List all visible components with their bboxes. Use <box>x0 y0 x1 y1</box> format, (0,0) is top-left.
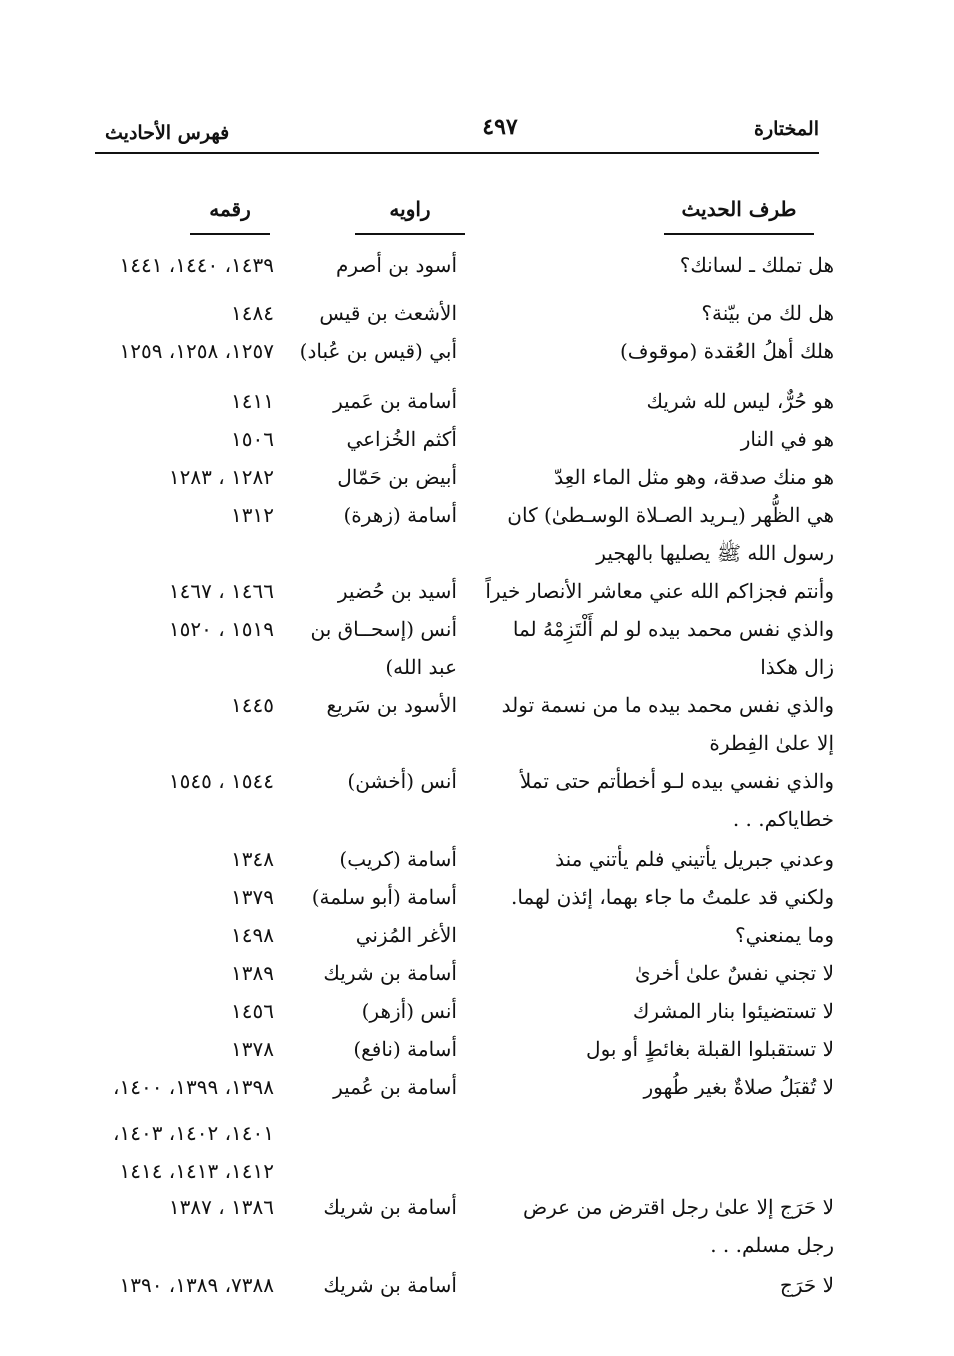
hadith-text: هو في النار <box>740 427 834 451</box>
hadith-text: رسول الله ﷺ يصليها بالهجير <box>596 541 834 565</box>
narrator: أسامة (زهرة) <box>343 503 457 527</box>
hadith-text: هل تملك ـ لسانك؟ <box>679 253 834 277</box>
hadith-number: ١٢٨٢ ، ١٢٨٣ <box>168 465 274 489</box>
hadith-number: ١٤٨٤ <box>231 301 274 325</box>
hadith-text: لا حَرَج <box>779 1273 834 1297</box>
hadith-text: وما يمنعني؟ <box>735 923 834 947</box>
hadith-text: هو منك صدقة، وهو مثل الماء العِدّ <box>554 465 834 489</box>
book-title: المختارة <box>754 118 819 140</box>
narrator: الأشعث بن قيس <box>319 301 457 325</box>
narrator: أكثم الخُزاعي <box>346 427 457 451</box>
column-head-number: رقمه <box>190 197 270 221</box>
hadith-number: ١٤٤٥ <box>231 693 274 717</box>
narrator: أسامة (أبو سلمة) <box>311 885 457 909</box>
narrator: أنس (أزهر) <box>361 999 457 1023</box>
hadith-number: ١٤١٢، ١٤١٣، ١٤١٤ <box>119 1159 274 1183</box>
narrator: أسامة بن عُمير <box>333 1075 457 1099</box>
hadith-number: ١٤٠١، ١٤٠٢، ١٤٠٣، <box>113 1121 274 1145</box>
hadith-number: ١٤٣٩، ١٤٤٠، ١٤٤١ <box>119 253 274 277</box>
narrator: الأغر المُزني <box>355 923 457 947</box>
hadith-number: ١٣٨٦ ، ١٣٨٧ <box>168 1195 274 1219</box>
hadith-number: ١٤١١ <box>231 389 274 413</box>
hadith-text: والذي نفس محمد بيده لو لم أَلْتَزِمْهُ لما <box>512 617 834 641</box>
page-number: ٤٩٧ <box>482 114 518 140</box>
narrator: عبد الله) <box>385 655 457 679</box>
narrator: أسامة بن شريك <box>323 1273 457 1297</box>
narrator: أسيد بن حُضير <box>337 579 457 603</box>
hadith-number: ١٣٤٨ <box>231 847 274 871</box>
hadith-text: لا تجني نفسٌ علىٰ أخرىٰ <box>634 961 834 985</box>
section-title: فهرس الأحاديث <box>105 122 230 144</box>
hadith-number: ١٢٥٧، ١٢٥٨، ١٢٥٩ <box>119 339 274 363</box>
hadith-text: هو حُرٌّ، ليس لله شريك <box>646 389 834 413</box>
hadith-text: زال هكذا <box>760 655 834 679</box>
hadith-text: هل لك من بيّنة؟ <box>701 301 834 325</box>
narrator: أنس (إسحــاق بن <box>310 617 457 641</box>
hadith-text: والذي نفسي بيده لـو أخطأتم حتى تملأ <box>519 769 834 793</box>
hadith-text: ولكني قد علمتُ ما جاء بهما، إئذن لهما. <box>510 885 834 909</box>
narrator: أسامة بن عَمير <box>333 389 457 413</box>
hadith-number: ١٥٤٤ ، ١٥٤٥ <box>168 769 274 793</box>
hadith-text: رجل مسلم. . . <box>710 1233 834 1257</box>
hadith-text: هلك أهلُ العُقدة (موقوف) <box>619 339 834 363</box>
hadith-number: ١٣٧٨ <box>231 1037 274 1061</box>
hadith-number: ١٥٠٦ <box>231 427 274 451</box>
hadith-text: إلا علىٰ الفِطرة <box>709 731 834 755</box>
column-head-text: طرف الحديث <box>664 197 814 221</box>
hadith-text: وعدني جبريل يأتيني فلم يأتني منذ <box>555 847 834 871</box>
narrator: أسامة (كريب) <box>339 847 457 871</box>
narrator: أسود بن أصرم <box>335 253 457 277</box>
hadith-number: ١٤٥٦ <box>231 999 274 1023</box>
narrator: أبيض بن حَمّال <box>337 465 457 489</box>
hadith-text: لا تستقبلوا القبلة بغائطٍ أو بول <box>586 1037 834 1061</box>
hadith-text: لا حَرَج إلا علىٰ رجل اقترض من عرض <box>522 1195 834 1219</box>
narrator: أنس (أخشن) <box>347 769 457 793</box>
hadith-text: هي الظُّهر (يـريد الصـلاة الوسـطىٰ) كان <box>507 503 834 527</box>
hadith-number: ١٣٨٩ <box>231 961 274 985</box>
hadith-text: خطاياكم. . . <box>732 807 834 831</box>
hadith-number: ٧٣٨٨، ١٣٨٩، ١٣٩٠ <box>119 1273 274 1297</box>
hadith-text: والذي نفس محمد بيده ما من نسمة تولد <box>501 693 834 717</box>
hadith-number: ١٤٩٨ <box>231 923 274 947</box>
hadith-text: لا تستضيئوا بنار المشرك <box>632 999 834 1023</box>
narrator: أسامة بن شريك <box>323 961 457 985</box>
hadith-number: ١٤٦٦ ، ١٤٦٧ <box>168 579 274 603</box>
narrator: أسامة (نافع) <box>353 1037 457 1061</box>
column-head-narrator: راويه <box>355 197 465 221</box>
hadith-number: ١٣١٢ <box>231 503 274 527</box>
hadith-text: وأنتم فجزاكم الله عني معاشر الأنصار خيراً <box>485 579 834 603</box>
narrator: الأسود بن سَريع <box>326 693 457 717</box>
hadith-number: ١٥١٩ ، ١٥٢٠ <box>168 617 274 641</box>
hadith-text: لا تُقبَلُ صلاةٌ بغير طُهور <box>643 1075 834 1099</box>
hadith-number: ١٣٩٨، ١٣٩٩، ١٤٠٠، <box>113 1075 274 1099</box>
narrator: أبي (قيس بن عُباد) <box>299 339 457 363</box>
narrator: أسامة بن شريك <box>323 1195 457 1219</box>
hadith-number: ١٣٧٩ <box>231 885 274 909</box>
